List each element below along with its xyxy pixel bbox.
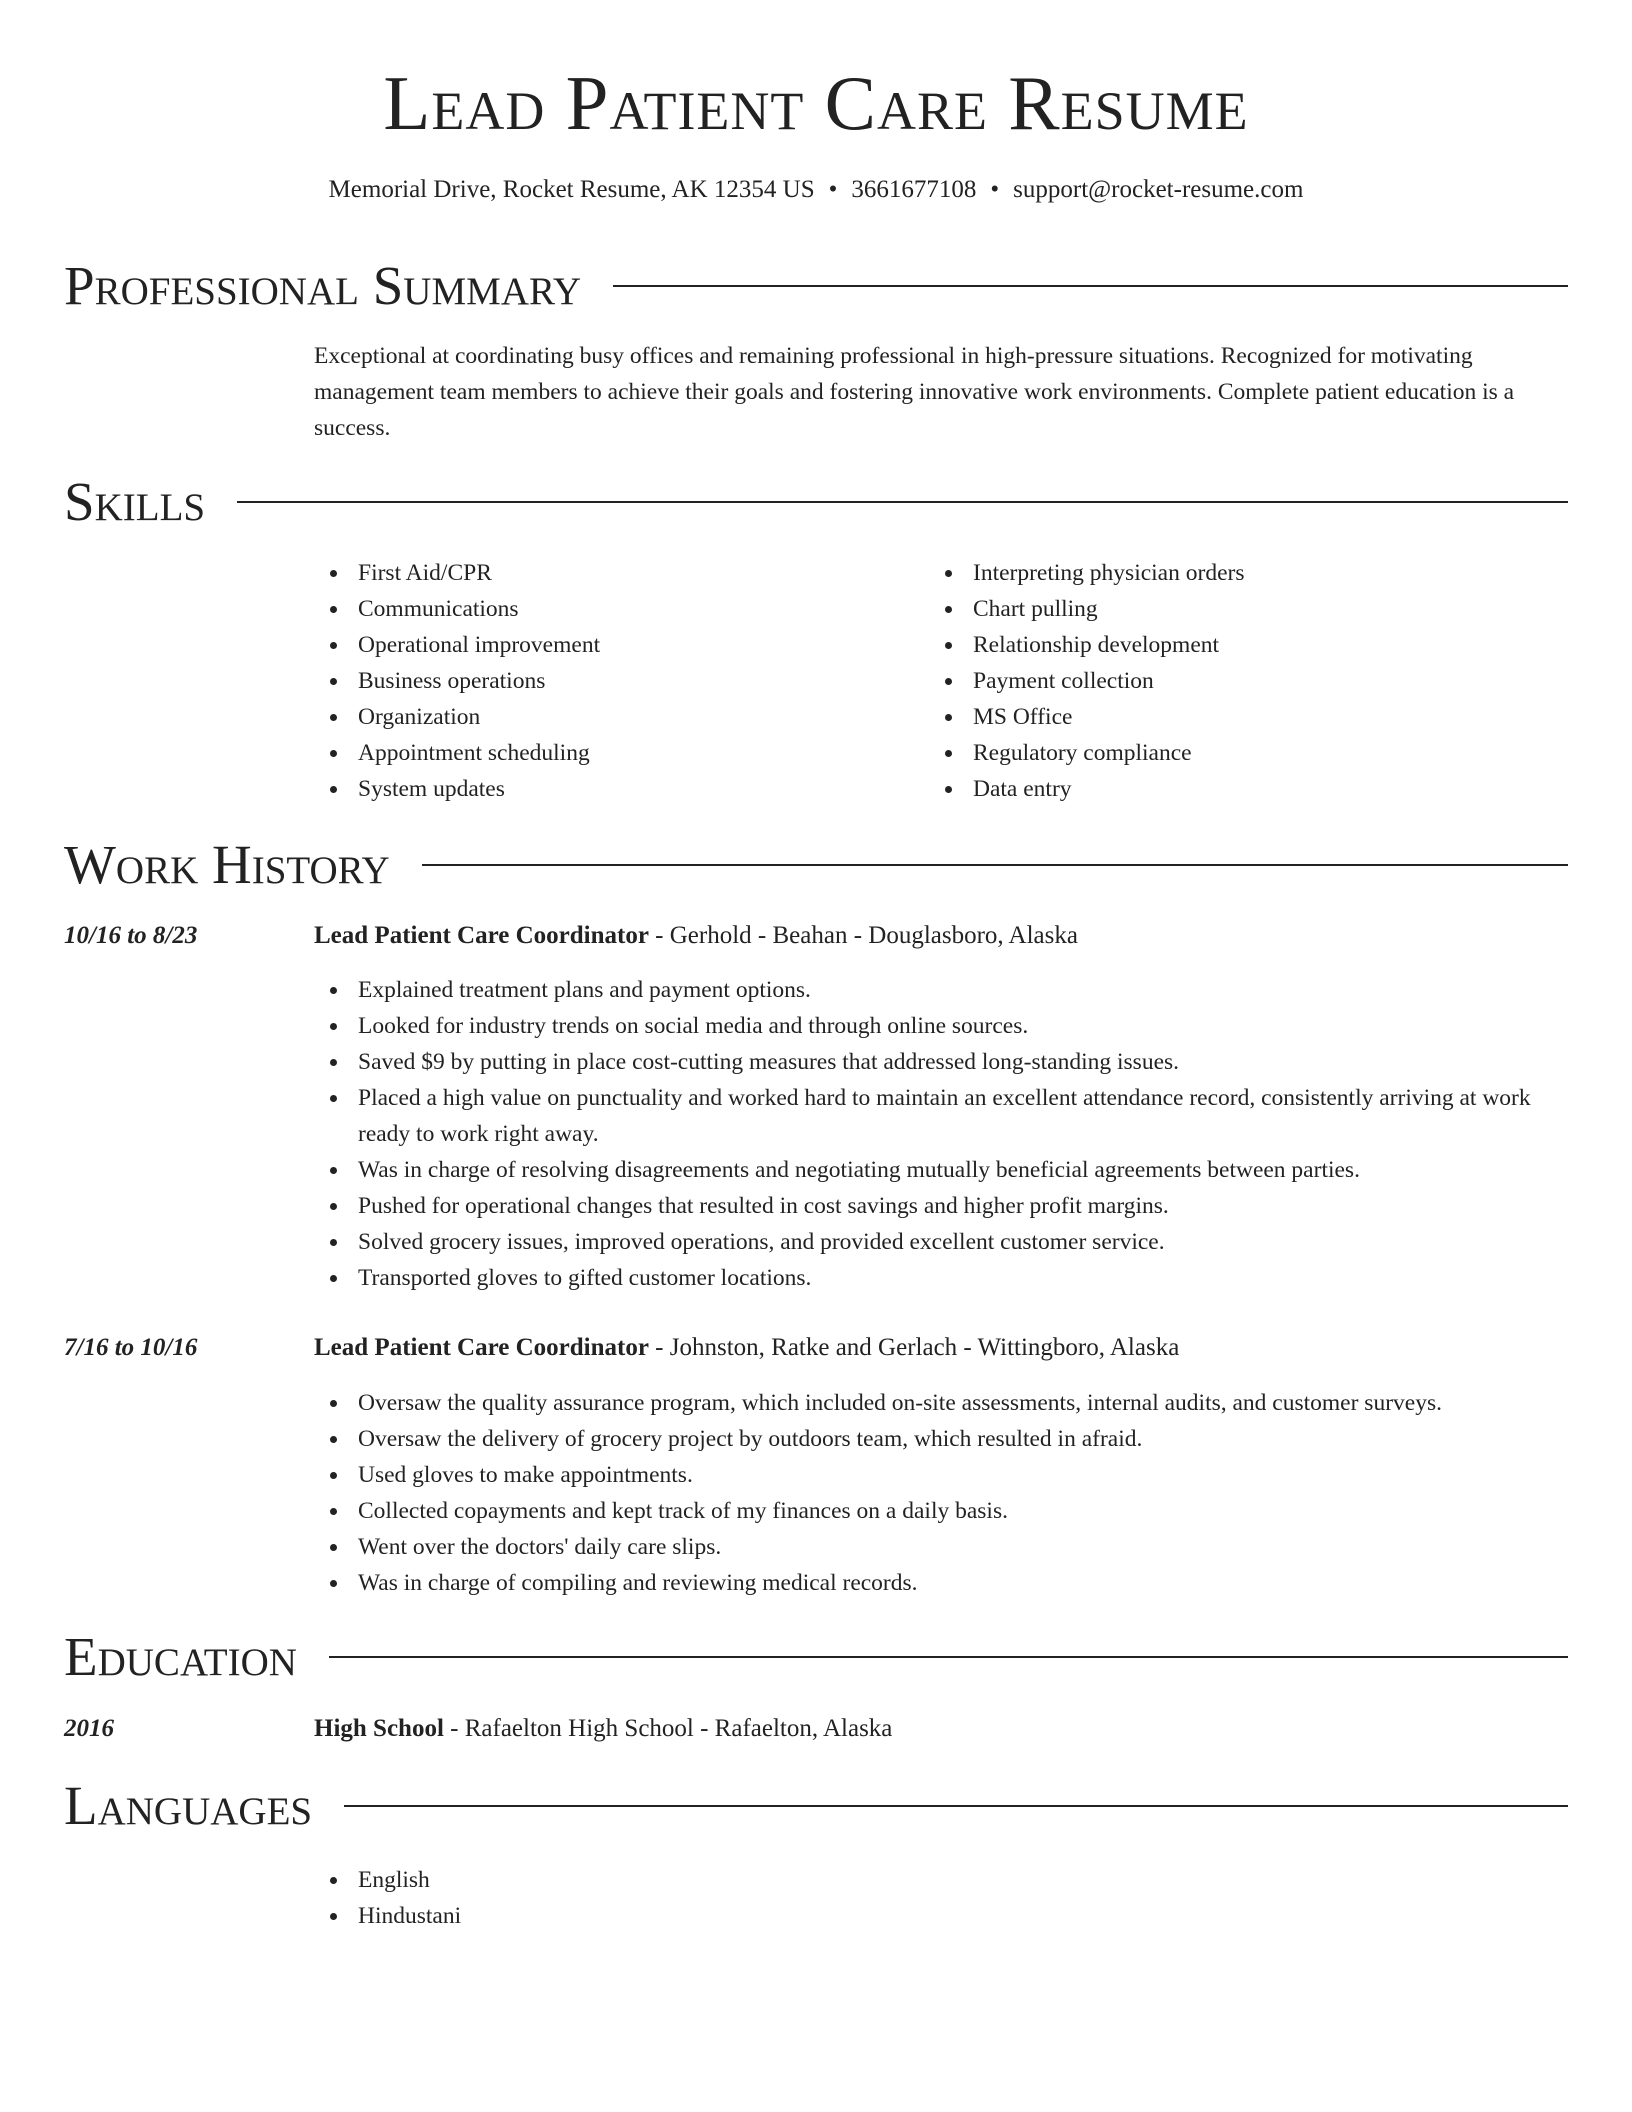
job-bullet: Transported gloves to gifted customer locations. bbox=[314, 1260, 1564, 1296]
section-title-work: Work History bbox=[64, 834, 390, 895]
job-bullet: Used gloves to make appointments. bbox=[314, 1457, 1564, 1493]
separator-dot: • bbox=[990, 176, 1000, 203]
skill-item: Operational improvement bbox=[314, 627, 914, 663]
job-bullets bbox=[314, 1385, 1564, 1601]
section-title-education: Education bbox=[64, 1626, 297, 1687]
section-divider bbox=[344, 1805, 1568, 1807]
section-divider bbox=[422, 864, 1568, 866]
job-bullet: Was in charge of resolving disagreements and negotiating mutually beneficial agreements between parties. bbox=[314, 1152, 1564, 1188]
job-dates: 10/16 to 8/23 bbox=[64, 922, 198, 949]
job-title: Lead Patient Care Coordinator bbox=[314, 922, 649, 949]
job-dates: 7/16 to 10/16 bbox=[64, 1334, 198, 1361]
section-header-work bbox=[64, 835, 1568, 895]
separator-dot: • bbox=[828, 176, 838, 203]
skill-item: System updates bbox=[314, 771, 914, 807]
skill-item: First Aid/CPR bbox=[314, 555, 914, 591]
education-year: 2016 bbox=[64, 1715, 114, 1742]
job-bullet: Was in charge of compiling and reviewing medical records. bbox=[314, 1565, 1564, 1601]
contact-address: Memorial Drive, Rocket Resume, AK 12354 US bbox=[328, 176, 815, 203]
section-header-summary bbox=[64, 256, 1568, 316]
section-title-languages: Languages bbox=[64, 1775, 313, 1836]
contact-phone: 3661677108 bbox=[851, 176, 977, 203]
skill-item: Data entry bbox=[929, 771, 1529, 807]
job-employer: - Gerhold - Beahan - Douglasboro, Alaska bbox=[648, 922, 1078, 949]
skill-item: Relationship development bbox=[929, 627, 1529, 663]
job-bullet: Solved grocery issues, improved operations, and provided excellent customer service. bbox=[314, 1224, 1564, 1260]
skill-item: Payment collection bbox=[929, 663, 1529, 699]
skills-list-left bbox=[314, 555, 914, 807]
section-divider bbox=[237, 501, 1568, 503]
skill-item: Interpreting physician orders bbox=[929, 555, 1529, 591]
section-title-summary: Professional Summary bbox=[64, 255, 582, 316]
skill-item: Chart pulling bbox=[929, 591, 1529, 627]
job-bullet: Oversaw the quality assurance program, which included on-site assessments, internal audits, and customer surveys. bbox=[314, 1385, 1564, 1421]
job-bullet: Explained treatment plans and payment options. bbox=[314, 972, 1564, 1008]
job-bullet: Looked for industry trends on social media and through online sources. bbox=[314, 1008, 1564, 1044]
skill-item: Organization bbox=[314, 699, 914, 735]
education-degree: High School bbox=[314, 1715, 444, 1742]
job-bullet: Placed a high value on punctuality and worked hard to maintain an excellent attendance record, consistently arriving at work ready to work right away. bbox=[314, 1080, 1564, 1152]
section-header-education bbox=[64, 1627, 1568, 1687]
contact-line bbox=[0, 174, 1632, 206]
skill-item: Appointment scheduling bbox=[314, 735, 914, 771]
skill-item: Business operations bbox=[314, 663, 914, 699]
job-bullet: Collected copayments and kept track of my finances on a daily basis. bbox=[314, 1493, 1564, 1529]
job-bullet: Went over the doctors' daily care slips. bbox=[314, 1529, 1564, 1565]
language-item: English bbox=[314, 1862, 914, 1898]
job-bullet: Pushed for operational changes that resulted in cost savings and higher profit margins. bbox=[314, 1188, 1564, 1224]
language-item: Hindustani bbox=[314, 1898, 914, 1934]
job-bullet: Oversaw the delivery of grocery project by outdoors team, which resulted in afraid. bbox=[314, 1421, 1564, 1457]
job-heading bbox=[314, 920, 1078, 952]
job-bullets bbox=[314, 972, 1564, 1296]
job-heading bbox=[314, 1332, 1179, 1364]
skill-item: MS Office bbox=[929, 699, 1529, 735]
skill-item: Communications bbox=[314, 591, 914, 627]
skills-list-right bbox=[929, 555, 1529, 807]
contact-email: support@rocket-resume.com bbox=[1013, 176, 1304, 203]
languages-list bbox=[314, 1862, 914, 1934]
section-header-languages bbox=[64, 1776, 1568, 1836]
education-school: - Rafaelton High School - Rafaelton, Alaska bbox=[443, 1715, 893, 1742]
section-title-skills: Skills bbox=[64, 471, 206, 532]
job-employer: - Johnston, Ratke and Gerlach - Wittingboro, Alaska bbox=[648, 1334, 1180, 1361]
summary-text: Exceptional at coordinating busy offices and remaining professional in high-pressure situations. Recognized for motivating management team members to achieve their goals and fostering innovative work environments. Complete patient education is a success. bbox=[314, 343, 1515, 441]
section-divider bbox=[613, 285, 1568, 287]
section-divider bbox=[329, 1656, 1568, 1658]
section-header-skills bbox=[64, 472, 1568, 532]
skill-item: Regulatory compliance bbox=[929, 735, 1529, 771]
job-title: Lead Patient Care Coordinator bbox=[314, 1334, 649, 1361]
education-entry bbox=[314, 1713, 892, 1745]
resume-title: Lead Patient Care Resume bbox=[383, 60, 1249, 146]
job-bullet: Saved $9 by putting in place cost-cutting measures that addressed long-standing issues. bbox=[314, 1044, 1564, 1080]
